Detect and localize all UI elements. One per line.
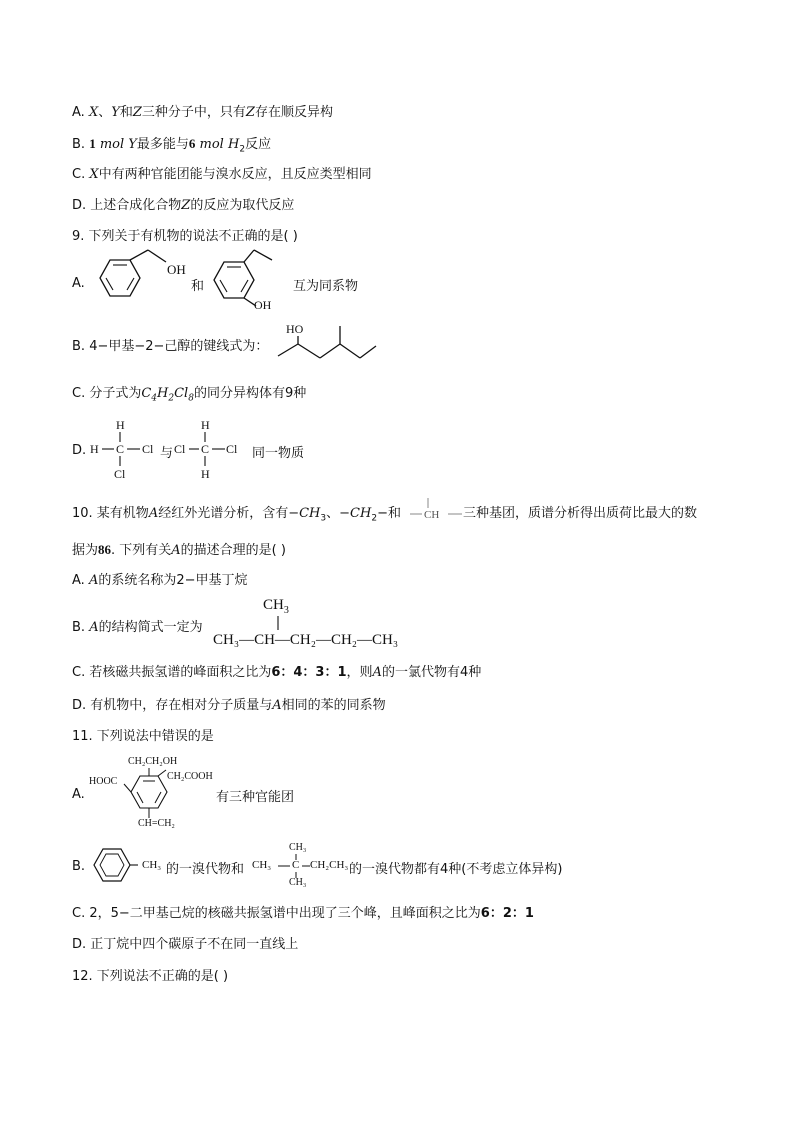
sub-hooc: HOOC bbox=[89, 776, 118, 787]
dcm1-cl-right: Cl bbox=[142, 442, 154, 456]
q11-option-c: C. 2，5−二甲基己烷的核磁共振氢谱中出现了三个峰，且峰面积之比为6：2：1 bbox=[72, 906, 534, 921]
neo-top-ch3: CH₃ bbox=[289, 842, 307, 853]
2-methylpentane-chain: CH₃—CH—CH₂—CH₂—CH₃ bbox=[213, 632, 399, 648]
q10-option-d: D. 有机物中，存在相对分子质量与A相同的苯的同系物 bbox=[72, 698, 386, 713]
q9-option-d-label: D. bbox=[72, 443, 87, 458]
ho-label: HO bbox=[286, 322, 304, 336]
methyl-branch: $CH_3$ bbox=[263, 597, 289, 616]
q10-option-b: B. A的结构简式一定为 bbox=[72, 620, 203, 635]
dcm2-cl-left: Cl bbox=[174, 442, 186, 456]
same-substance-text: 同一物质 bbox=[252, 446, 305, 461]
dcm1-cl-bottom: Cl bbox=[114, 467, 126, 481]
q11-option-a-label: A. bbox=[72, 787, 85, 802]
q9-option-a-label: A. bbox=[72, 276, 85, 291]
three-groups-text: 有三种官能团 bbox=[216, 790, 295, 805]
dcm2-bonds bbox=[175, 418, 238, 478]
q9-stem: 9. 下列关于有机物的说法不正确的是( ) bbox=[72, 229, 298, 244]
methine-ch-label: CH bbox=[424, 509, 440, 521]
dcm2-cl-right: Cl bbox=[226, 442, 238, 456]
toluene-ch3: CH₃ bbox=[142, 859, 162, 871]
methyl-branch-bond bbox=[276, 616, 280, 632]
oh-label-2: OH bbox=[254, 298, 272, 312]
q8-option-c: C. X中有两种官能团能与溴水反应，且反应类型相同 bbox=[72, 167, 372, 182]
four-isomers-text: 的一溴代物都有4种(不考虑立体异构) bbox=[349, 862, 563, 877]
skeletal-formula-4-methyl-2-hexanol bbox=[276, 334, 386, 374]
neo-left-ch3: CH₃ bbox=[252, 859, 272, 871]
q10-stem-line1: 10. 某有机物A经红外光谱分析，含有$-CH_3$、$-CH_2-$和 三种基团，质谱分析得出质荷比最大的数 bbox=[72, 506, 697, 524]
sub-ch2cooh: CH₂COOH bbox=[167, 771, 213, 782]
q8-option-a: A. X、Y和Z三种分子中，只有Z存在顺反异构 bbox=[72, 105, 333, 120]
dcm1-c: C bbox=[116, 442, 125, 456]
dcm2-c: C bbox=[201, 442, 210, 456]
sub-vinyl: CH=CH₂ bbox=[138, 818, 175, 829]
q8-option-d: D. 上述合成化合物Z的反应为取代反应 bbox=[72, 198, 295, 213]
quaternary-carbon-bonds bbox=[276, 854, 316, 882]
homolog-text: 互为同系物 bbox=[293, 279, 359, 294]
with-text: 与 bbox=[160, 446, 174, 461]
dcm2-h-top: H bbox=[201, 418, 210, 432]
q10-option-c: C. 若核磁共振氢谱的峰面积之比为6：4：3：1，则A的一氯代物有4种 bbox=[72, 665, 482, 680]
neo-bottom-ch3: CH₃ bbox=[289, 877, 307, 888]
dcm1-bonds bbox=[90, 418, 150, 478]
neo-right-ch2ch3: CH₂CH₃ bbox=[310, 859, 349, 871]
q11-option-b-label: B. bbox=[72, 859, 86, 874]
dcm1-h-top: H bbox=[116, 418, 125, 432]
q9-option-b: B. 4−甲基−2−己醇的键线式为： bbox=[72, 339, 269, 354]
oh-label-1: OH bbox=[167, 262, 186, 277]
q9-option-c: C. 分子式为$C_4H_2Cl_8$的同分异构体有9种 bbox=[72, 386, 307, 404]
q8-option-b: B. 1 mol Y最多能与6 mol $H_2$反应 bbox=[72, 136, 272, 155]
q10-option-a: A. A的系统名称为2−甲基丁烷 bbox=[72, 573, 248, 588]
toluene-ring bbox=[90, 846, 140, 886]
neo-center-c: C bbox=[292, 859, 300, 871]
and-text: 和 bbox=[191, 279, 205, 294]
bromide-text: 的一溴代物和 bbox=[166, 862, 245, 877]
q11-option-d: D. 正丁烷中四个碳原子不在同一直线上 bbox=[72, 937, 299, 952]
dcm2-h-bottom: H bbox=[201, 467, 210, 481]
substituted-benzene-ring bbox=[118, 766, 188, 822]
q11-stem: 11. 下列说法中错误的是 bbox=[72, 729, 214, 744]
q10-stem-line2: 据为86. 下列有关A的描述合理的是( ) bbox=[72, 542, 286, 558]
dcm1-h-left: H bbox=[90, 442, 99, 456]
sub-ch2ch2oh: CH₂CH₂OH bbox=[128, 756, 178, 767]
q12-stem: 12. 下列说法不正确的是( ) bbox=[72, 969, 229, 984]
